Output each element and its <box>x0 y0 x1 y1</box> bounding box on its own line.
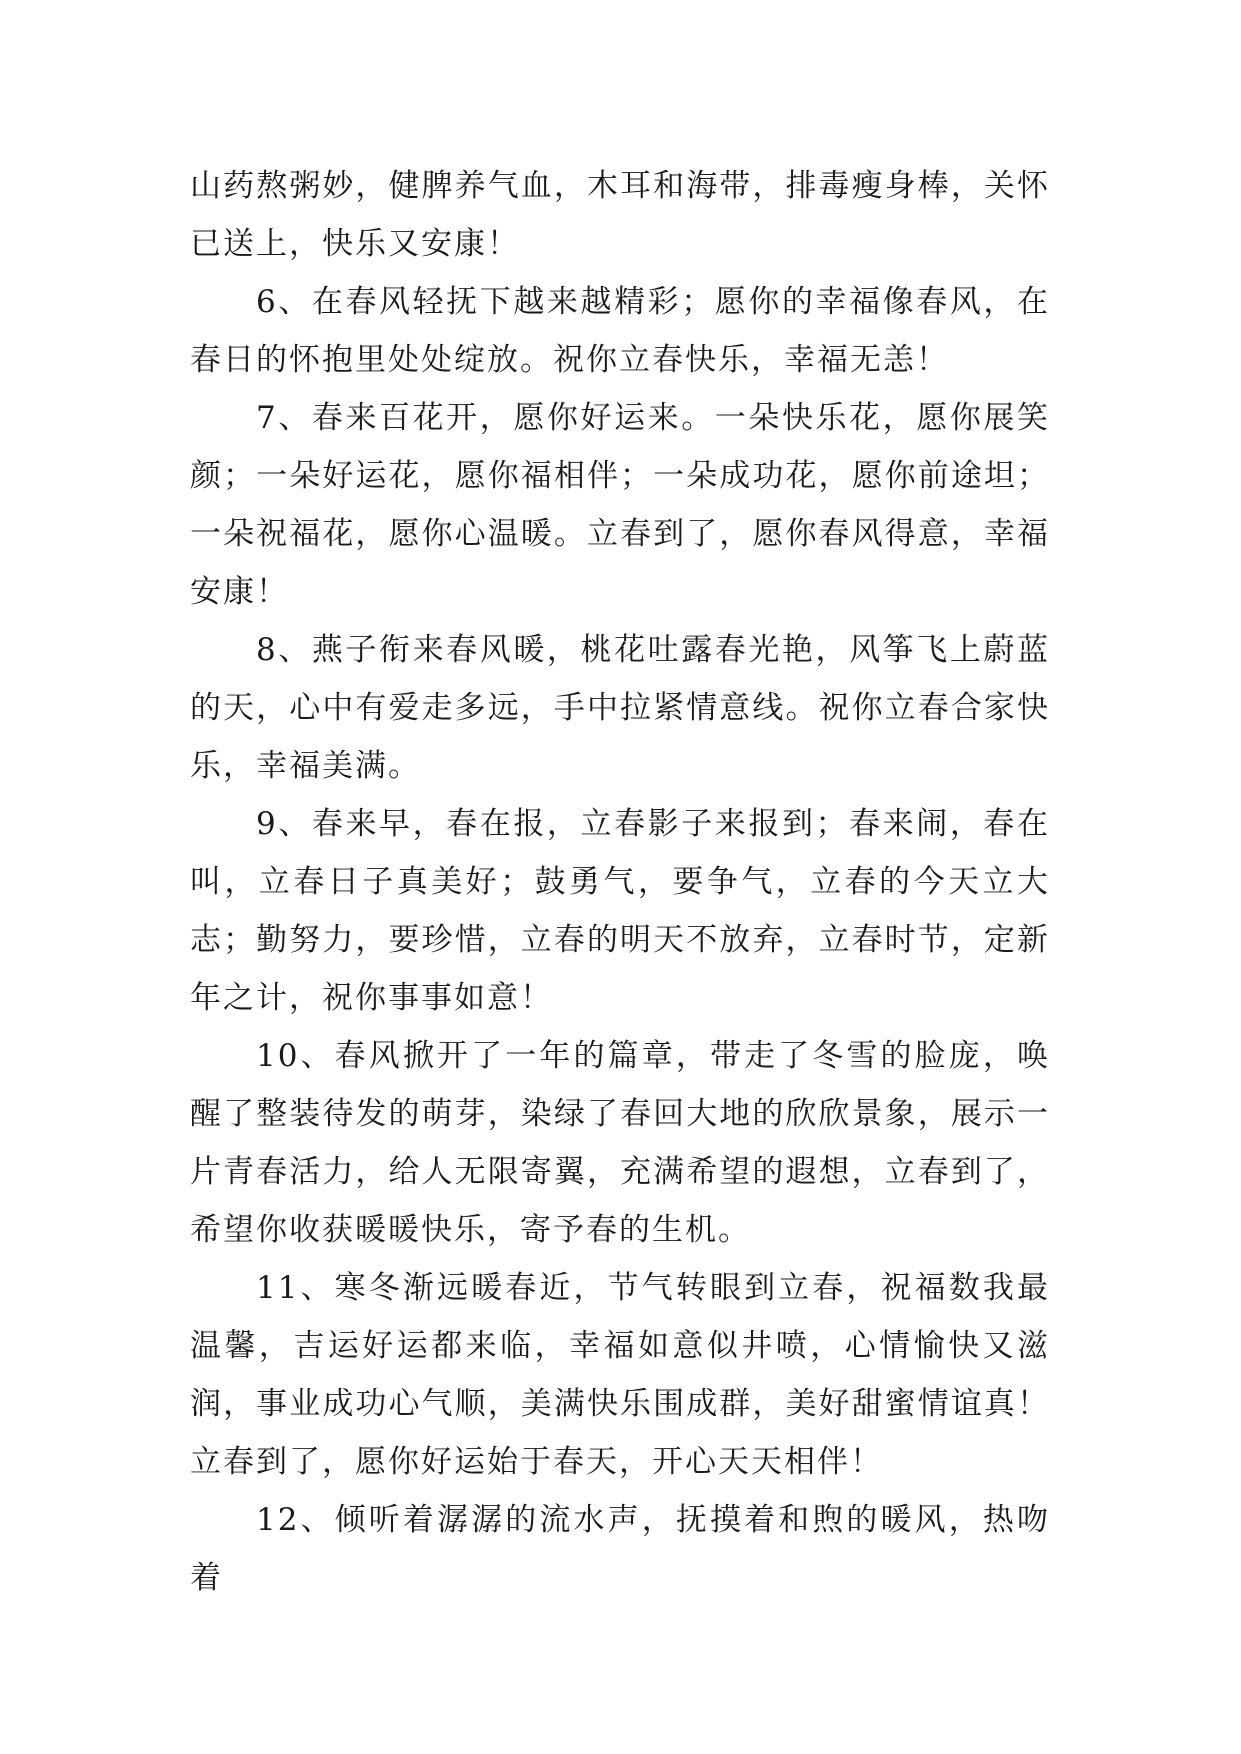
paragraph-8: 8、燕子衔来春风暖，桃花吐露春光艳，风筝飞上蔚蓝的天，心中有爱走多远，手中拉紧情意线。祝你立春合家快乐，幸福美满。 <box>190 632 1050 784</box>
paragraph-11: 11、寒冬渐远暖春近，节气转眼到立春，祝福数我最温馨，吉运好运都来临，幸福如意似井喷，心情愉快又滋润，事业成功心气顺，美满快乐围成群，美好甜蜜情谊真！立春到了，愿你好运始于春天，开心天天相伴！ <box>190 1270 1050 1480</box>
paragraph-6: 6、在春风轻抚下越来越精彩；愿你的幸福像春风，在春日的怀抱里处处绽放。祝你立春快乐，幸福无恙！ <box>190 284 1050 378</box>
paragraph-10: 10、春风掀开了一年的篇章，带走了冬雪的脸庞，唤醒了整装待发的萌芽，染绿了春回大地的欣欣景象，展示一片青春活力，给人无限寄翼，充满希望的遐想，立春到了，希望你收获暖暖快乐，寄予春的生机。 <box>190 1038 1050 1248</box>
paragraph-5-continuation: 山药熬粥妙，健脾养气血，木耳和海带，排毒瘦身棒，关怀已送上，快乐又安康！ <box>190 168 1050 262</box>
paragraph-7: 7、春来百花开，愿你好运来。一朵快乐花，愿你展笑颜；一朵好运花，愿你福相伴；一朵成功花，愿你前途坦；一朵祝福花，愿你心温暖。立春到了，愿你春风得意，幸福安康！ <box>190 400 1050 610</box>
paragraph-9: 9、春来早，春在报，立春影子来报到；春来闹，春在叫，立春日子真美好；鼓勇气，要争气，立春的今天立大志；勤努力，要珍惜，立春的明天不放弃，立春时节，定新年之计，祝你事事如意！ <box>190 806 1050 1016</box>
document-body <box>190 157 1050 1607</box>
paragraph-12: 12、倾听着潺潺的流水声，抚摸着和煦的暖风，热吻着 <box>190 1502 1050 1596</box>
